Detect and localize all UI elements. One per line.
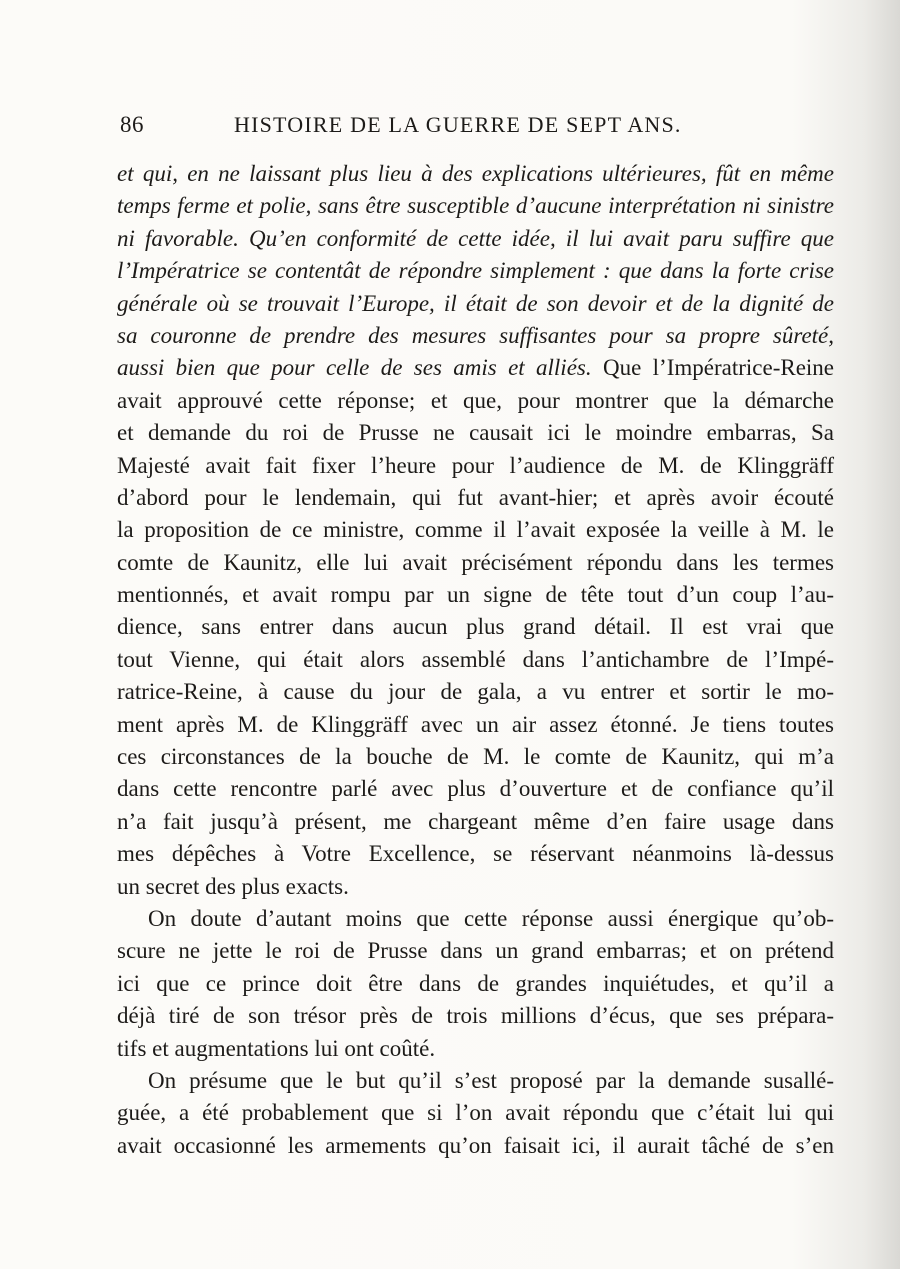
text-line-30: guée, a été probablement que si l’on avait répondu que c’était lui qui [117,1100,834,1126]
text-line-6: sa couronne de prendre des mesures suffisantes pour sa propre sûreté, [117,322,834,348]
text-line-8: avait approuvé cette réponse; et que, pour montrer que la démarche [117,387,834,413]
text-line-25: scure ne jette le roi de Prusse dans un grand embarras; et on prétend [117,938,834,964]
text-line-22: mes dépêches à Votre Excellence, se réservant néanmoins là-dessus [117,841,834,867]
text-line-14: mentionnés, et avait rompu par un signe de tête tout d’un coup l’au- [117,582,834,608]
text-line-4: l’Impératrice se contentât de répondre simplement : que dans la forte crise [117,258,834,284]
text-line-17: ratrice-Reine, à cause du jour de gala, a vu entrer et sortir le mo- [117,679,834,705]
page-number: 86 [120,112,144,137]
text-line-12: la proposition de ce ministre, comme il l’avait exposée la veille à M. le [117,517,834,543]
text-line-2: temps ferme et polie, sans être susceptible d’aucune interprétation ni sinistre [117,193,834,219]
text-line-13: comte de Kaunitz, elle lui avait précisément répondu dans les termes [117,549,834,575]
running-title: HISTOIRE DE LA GUERRE DE SEPT ANS. [234,112,682,137]
text-line-15: dience, sans entrer dans aucun plus grand détail. Il est vrai que [117,614,834,640]
text-line-7: aussi bien que pour celle de ses amis et alliés. Que l’Impératrice-Reine [117,355,834,381]
text-line-27: déjà tiré de son trésor près de trois millions d’écus, que ses prépara- [117,1003,834,1029]
text-line-18: ment après M. de Klinggräff avec un air assez étonné. Je tiens toutes [117,711,834,737]
text-line-1: et qui, en ne laissant plus lieu à des explications ultérieures, fût en même [117,161,834,186]
body-text [117,158,834,1162]
text-line-10: Majesté avait fait fixer l’heure pour l’audience de M. de Klinggräff [117,452,834,478]
text-line-11: d’abord pour le lendemain, qui fut avant-hier; et après avoir écouté [117,484,834,510]
text-line-19: ces circonstances de la bouche de M. le comte de Kaunitz, qui m’a [117,744,834,770]
text-line-20: dans cette rencontre parlé avec plus d’ouverture et de confiance qu’il [117,776,834,802]
text-line-28: tifs et augmentations lui ont coûté. [117,1035,436,1061]
text-line-5: générale où se trouvait l’Europe, il était de son devoir et de la dignité de [117,290,834,316]
text-line-3: ni favorable. Qu’en conformité de cette idée, il lui avait paru suffire que [117,225,834,251]
text-line-16: tout Vienne, qui était alors assemblé dans l’antichambre de l’Impé- [117,646,834,672]
text-line-31: avait occasionné les armements qu’on faisait ici, il aurait tâché de s’en [117,1132,834,1158]
page-header [120,112,730,146]
text-line-29: On présume que le but qu’il s’est proposé par la demande susallé- [148,1067,834,1093]
text-line-21: n’a fait jusqu’à présent, me chargeant même d’en faire usage dans [117,808,834,834]
text-line-26: ici que ce prince doit être dans de grandes inquiétudes, et qu’il a [117,970,834,996]
text-line-23: un secret des plus exacts. [117,873,349,899]
text-line-9: et demande du roi de Prusse ne causait ici le moindre embarras, Sa [117,420,834,446]
text-line-24: On doute d’autant moins que cette réponse aussi énergique qu’ob- [148,905,834,931]
